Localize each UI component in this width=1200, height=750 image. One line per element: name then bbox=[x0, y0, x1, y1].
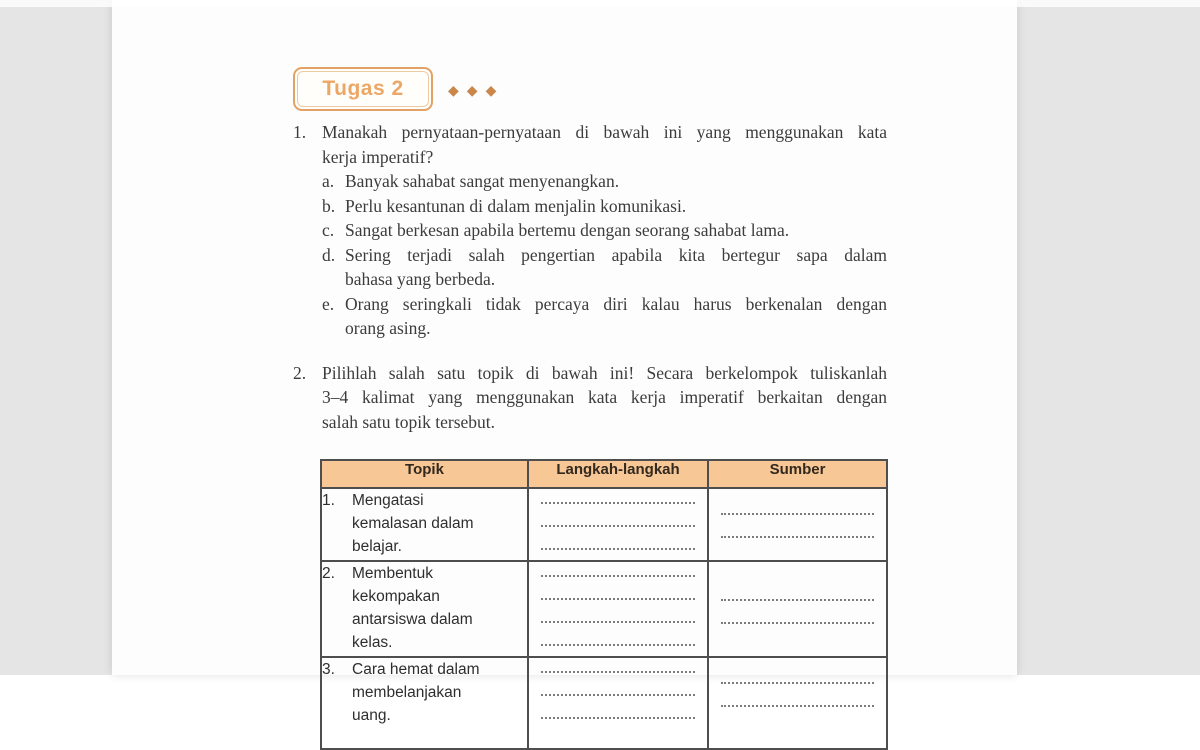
text-line: kemalasan dalam bbox=[352, 515, 474, 532]
question-body bbox=[322, 120, 887, 341]
text-line: membelanjakan bbox=[352, 684, 462, 701]
column-header-label: Sumber bbox=[769, 461, 826, 478]
langkah-cell bbox=[528, 657, 708, 749]
diamond-icon: ◆ bbox=[448, 82, 459, 99]
row-number: 3. bbox=[322, 661, 335, 678]
text-line: Sangat berkesan apabila bertemu dengan seorang sahabat lama. bbox=[345, 220, 790, 240]
option-letter: d. bbox=[322, 244, 336, 265]
diamond-icon: ◆ bbox=[485, 82, 497, 99]
dotted-segment bbox=[721, 536, 874, 538]
dotted-answer-line bbox=[721, 694, 874, 717]
column-header-sumber bbox=[708, 460, 887, 488]
text-line: kelas. bbox=[352, 634, 393, 651]
option-letter: a. bbox=[322, 171, 335, 191]
topik-cell bbox=[321, 561, 528, 657]
text-line: kekompakan bbox=[352, 588, 440, 605]
topic-text bbox=[352, 489, 527, 558]
option-item-d bbox=[322, 243, 887, 292]
dotted-lines bbox=[709, 562, 886, 634]
topik-cell bbox=[321, 657, 528, 749]
dotted-lines bbox=[709, 489, 886, 548]
dotted-answer-line bbox=[541, 610, 695, 633]
option-body bbox=[345, 194, 887, 219]
option-body bbox=[345, 243, 887, 292]
table-header-row bbox=[321, 460, 887, 488]
text-line: uang. bbox=[352, 707, 391, 724]
table-header bbox=[321, 460, 887, 488]
dotted-segment bbox=[541, 598, 695, 600]
dotted-lines bbox=[529, 658, 707, 729]
topic-text bbox=[352, 562, 527, 654]
topik-cell-content bbox=[322, 658, 527, 727]
dotted-segment bbox=[541, 694, 695, 696]
text-line: Mengatasi bbox=[352, 492, 424, 509]
dotted-answer-line bbox=[541, 706, 695, 729]
dotted-segment bbox=[721, 513, 874, 515]
dotted-segment bbox=[541, 644, 695, 646]
dotted-segment bbox=[541, 575, 695, 577]
dotted-segment bbox=[541, 525, 695, 527]
dotted-answer-line bbox=[541, 633, 695, 656]
column-header-langkah bbox=[528, 460, 708, 488]
dotted-segment bbox=[721, 682, 874, 684]
option-item-b bbox=[322, 194, 887, 219]
dotted-answer-line bbox=[541, 587, 695, 610]
row-number: 1. bbox=[322, 492, 335, 509]
dotted-segment bbox=[541, 502, 695, 504]
option-body bbox=[345, 218, 887, 243]
dotted-segment bbox=[721, 705, 874, 707]
row-number: 2. bbox=[322, 565, 335, 582]
option-letter: b. bbox=[322, 195, 336, 216]
diamond-icon: ◆ bbox=[466, 82, 478, 99]
dotted-lines bbox=[529, 489, 707, 560]
column-header-label: Topik bbox=[405, 461, 444, 478]
dotted-answer-line bbox=[541, 564, 695, 587]
dotted-answer-line bbox=[541, 537, 695, 560]
question-list bbox=[293, 120, 887, 434]
column-header-label: Langkah-langkah bbox=[556, 461, 680, 478]
column-header-topik bbox=[321, 460, 528, 488]
text-line: belajar. bbox=[352, 538, 402, 555]
book-page bbox=[112, 0, 1017, 724]
option-item-e bbox=[322, 292, 887, 341]
tugas-badge bbox=[293, 67, 433, 111]
langkah-cell bbox=[528, 488, 708, 561]
text-line: salah satu topik tersebut. bbox=[322, 411, 496, 432]
page-content bbox=[293, 0, 887, 750]
option-letter: c. bbox=[322, 220, 335, 240]
text-line: 3–4 kalimat yang menggunakan kata kerja imperatif berkaitan dengan bbox=[322, 387, 887, 407]
dotted-answer-line bbox=[721, 502, 874, 525]
text-line: Pilihlah salah satu topik di bawah ini! Secara berkelompok tuliskanlah bbox=[322, 362, 887, 383]
diamond-icons bbox=[448, 80, 496, 99]
question-item-1 bbox=[293, 120, 887, 341]
question-number: 2. bbox=[293, 362, 307, 383]
dotted-segment bbox=[721, 599, 874, 601]
dotted-answer-line bbox=[541, 683, 695, 706]
question-body bbox=[322, 361, 887, 435]
dotted-lines bbox=[709, 658, 886, 717]
topics-table bbox=[320, 459, 888, 750]
text-line: Cara hemat dalam bbox=[352, 661, 480, 678]
option-body bbox=[345, 292, 887, 341]
text-line: Sering terjadi salah pengertian apabila kita bertegur sapa dalam bbox=[345, 244, 887, 265]
dotted-answer-line bbox=[721, 671, 874, 694]
option-item-c bbox=[322, 218, 887, 243]
topik-cell-content bbox=[322, 562, 527, 654]
question-item-2 bbox=[293, 361, 887, 435]
table-row-3 bbox=[321, 657, 887, 749]
dotted-segment bbox=[541, 548, 695, 550]
topik-cell bbox=[321, 488, 528, 561]
dotted-answer-line bbox=[541, 514, 695, 537]
table-row-1 bbox=[321, 488, 887, 561]
table-row-2 bbox=[321, 561, 887, 657]
question-number: 1. bbox=[293, 122, 307, 142]
dotted-segment bbox=[541, 621, 695, 623]
dotted-answer-line bbox=[541, 660, 695, 683]
section-heading bbox=[293, 66, 887, 112]
tugas-badge-label: Tugas 2 bbox=[322, 77, 404, 100]
text-line: Banyak sahabat sangat menyenangkan. bbox=[345, 171, 620, 191]
langkah-cell bbox=[528, 561, 708, 657]
option-body bbox=[345, 169, 887, 194]
option-item-a bbox=[322, 169, 887, 194]
text-line: Membentuk bbox=[352, 565, 433, 582]
text-line: orang asing. bbox=[345, 318, 431, 338]
text-line: Perlu kesantunan di dalam menjalin komunikasi. bbox=[345, 195, 687, 216]
option-letter: e. bbox=[322, 293, 335, 314]
dotted-answer-line bbox=[541, 491, 695, 514]
sumber-cell bbox=[708, 657, 887, 749]
dotted-answer-line bbox=[721, 525, 874, 548]
text-line: kerja imperatif? bbox=[322, 146, 434, 167]
dotted-answer-line bbox=[721, 611, 874, 634]
topik-cell-content bbox=[322, 489, 527, 558]
text-line: Orang seringkali tidak percaya diri kalau harus berkenalan dengan bbox=[345, 293, 887, 314]
text-line: Manakah pernyataan-pernyataan di bawah ini yang menggunakan kata bbox=[322, 122, 887, 142]
sumber-cell bbox=[708, 561, 887, 657]
text-line: antarsiswa dalam bbox=[352, 611, 473, 628]
table-body bbox=[321, 488, 887, 749]
sumber-cell bbox=[708, 488, 887, 561]
text-line: bahasa yang berbeda. bbox=[345, 269, 496, 289]
topic-text bbox=[352, 658, 527, 727]
dotted-answer-line bbox=[721, 588, 874, 611]
dotted-segment bbox=[541, 671, 695, 673]
dotted-lines bbox=[529, 562, 707, 656]
dotted-segment bbox=[541, 717, 695, 719]
dotted-segment bbox=[721, 622, 874, 624]
